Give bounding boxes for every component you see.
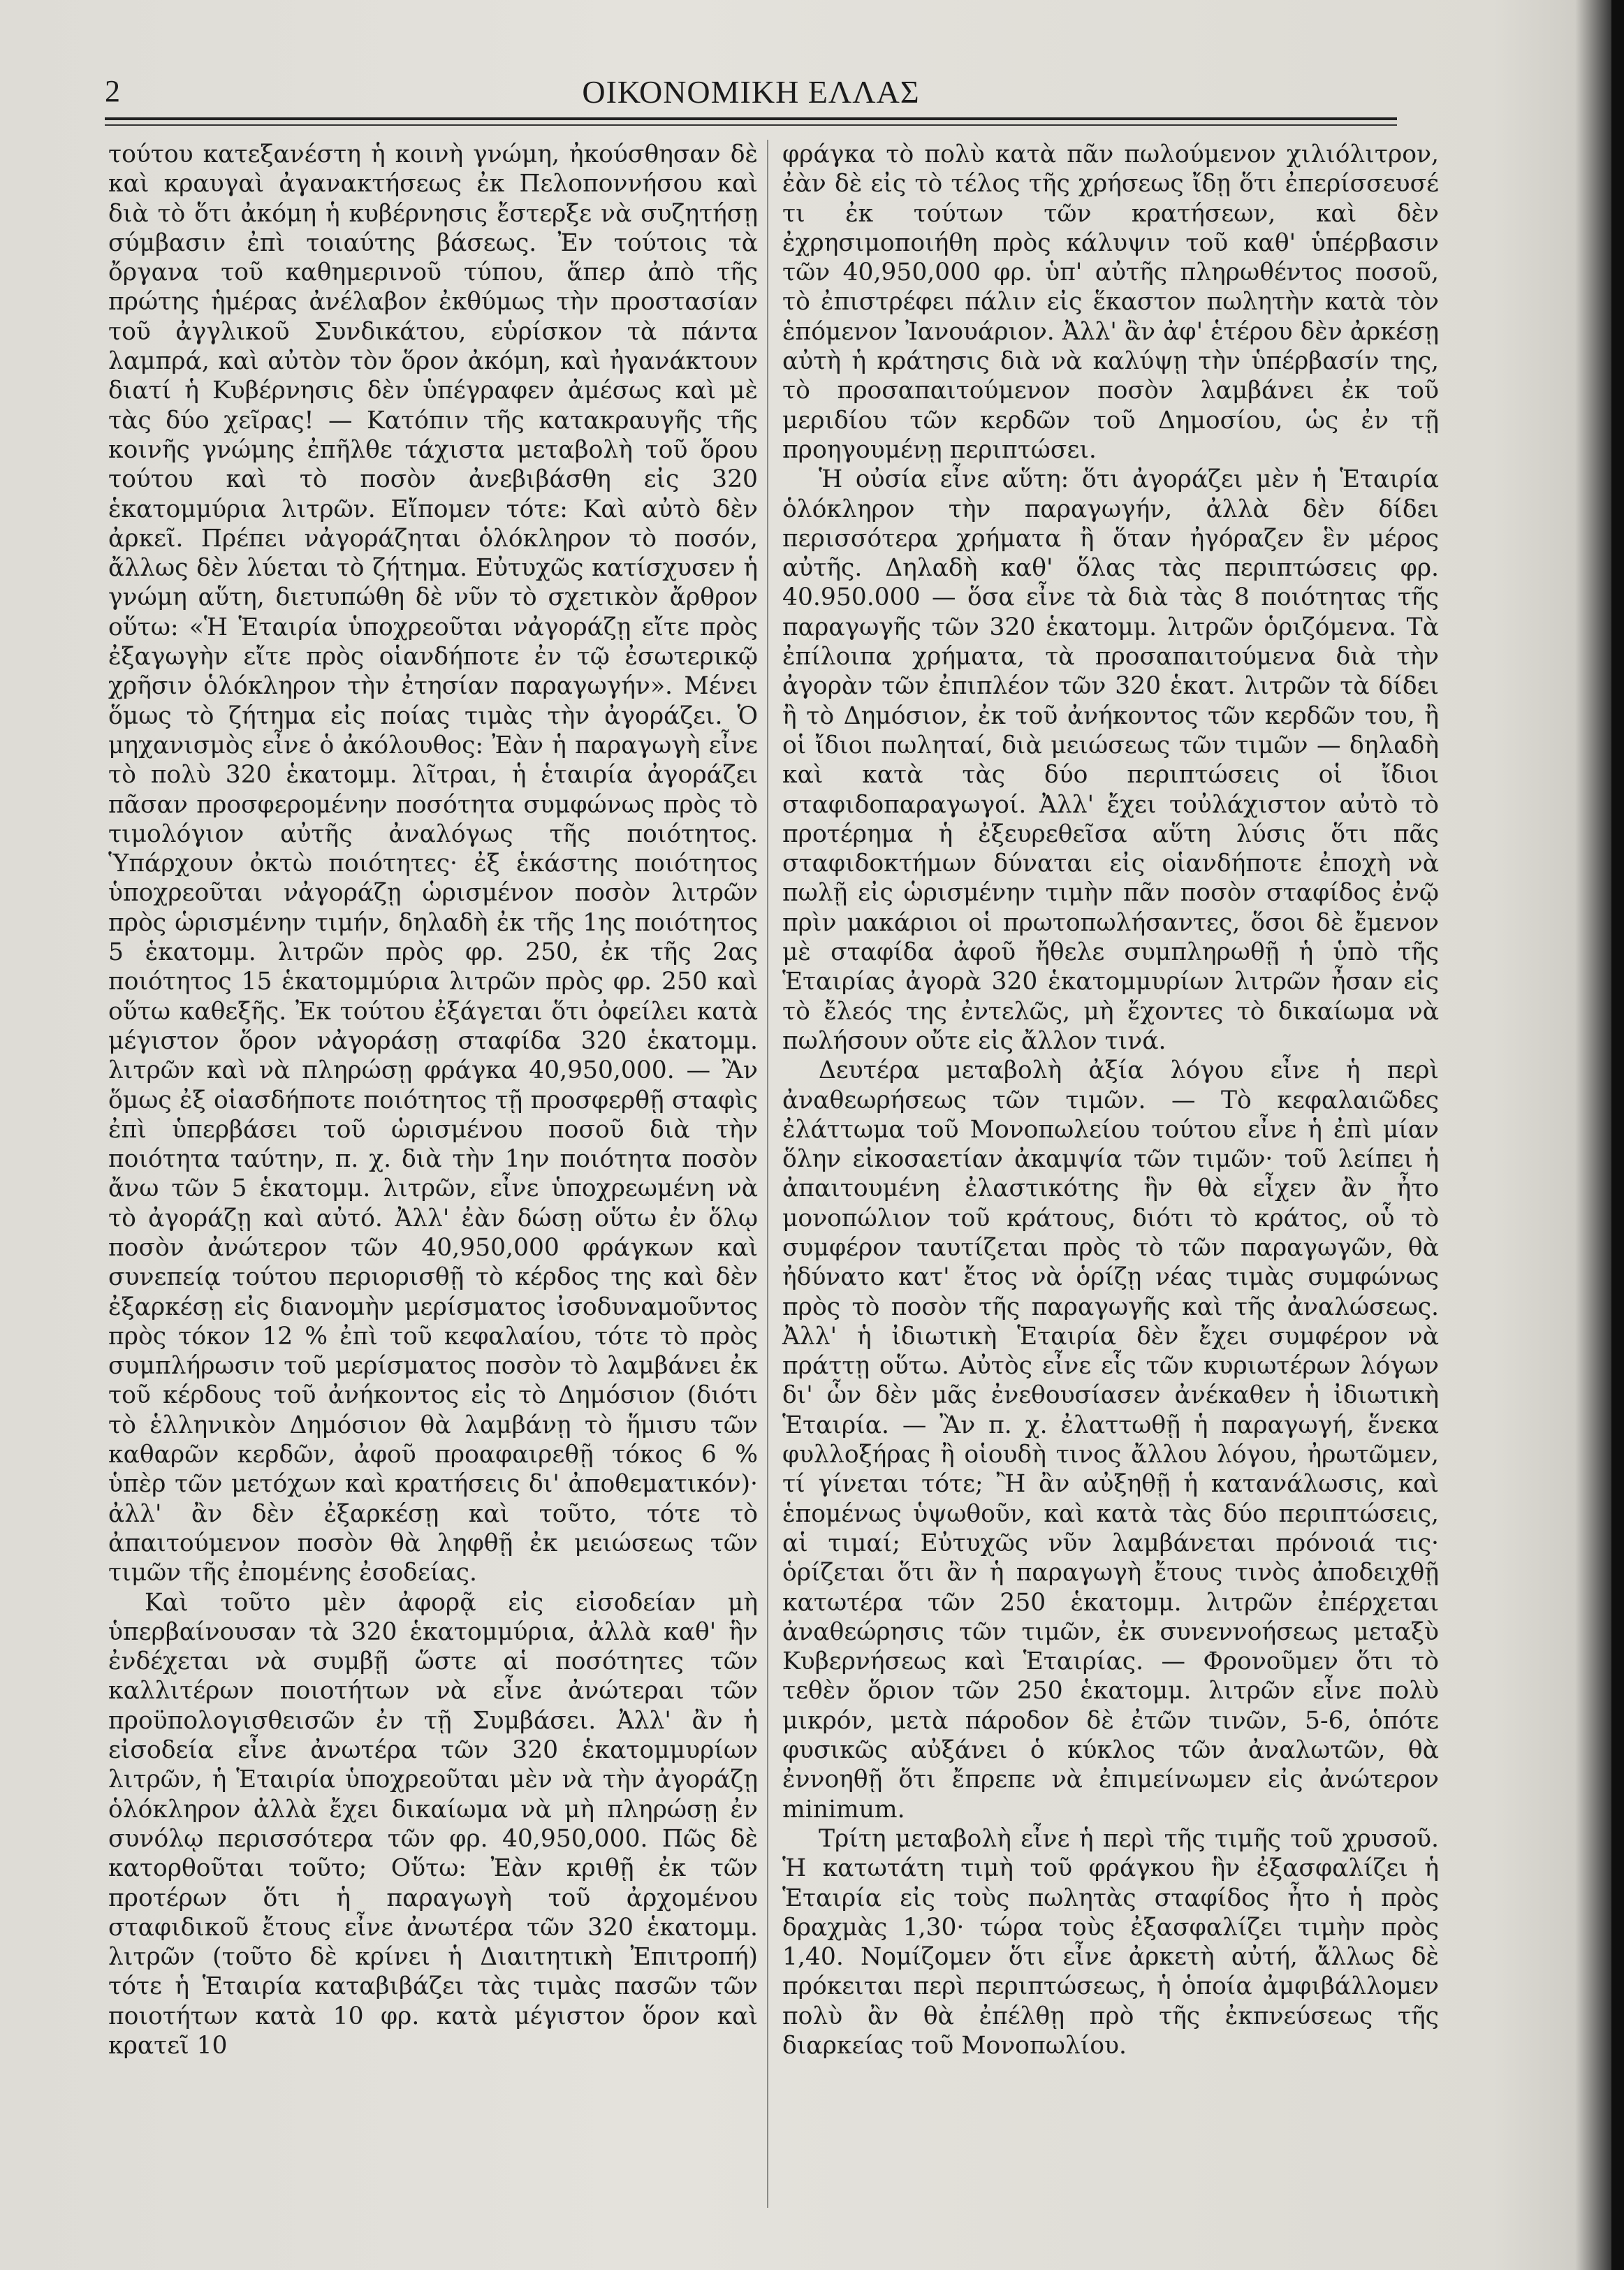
journal-title: ΟΙΚΟΝΟΜΙΚΗ ΕΛΛΑΣ	[582, 74, 920, 110]
header-rule-thin	[105, 124, 1397, 126]
column-divider	[767, 140, 768, 2208]
binding-shadow	[1611, 0, 1624, 2270]
right-paragraph-1: φράγκα τὸ πολὺ κατὰ πᾶν πωλούμενον χιλιόλιτρον, ἐὰν δὲ εἰς τὸ τέλος τῆς χρήσεως ἴδῃ ὅτι ἐπερίσσευσέ τι ἐκ τούτων τῶν κρατήσεων, καὶ δὲν ἐχρησιμοποιήθη πρὸς κάλυψιν τοῦ καθ' ὑπέρβασιν τῶν 40,950,000 φρ. ὑπ' αὐτῆς πληρωθέντος ποσοῦ, τὸ ἐπιστρέφει πάλιν εἰς ἕκαστον πωλητὴν κατὰ τὸν ἑπόμενον Ἰανουάριον. Ἀλλ' ἂν ἀφ' ἑτέρου δὲν ἀρκέσῃ αὐτὴ ἡ κράτησις διὰ νὰ καλύψῃ τὴν ὑπέρβασίν της, τὸ προσαπαιτούμενον ποσὸν λαμβάνει ἐκ τοῦ μεριδίου τῶν κερδῶν τοῦ Δημοσίου, ὡς ἐν τῇ προηγουμένῃ περιπτώσει.	[782, 140, 1439, 464]
left-column	[108, 140, 758, 2060]
right-column	[782, 140, 1439, 2060]
page-header	[105, 66, 1397, 115]
right-paragraph-4: Τρίτη μεταβολὴ εἶνε ἡ περὶ τῆς τιμῆς τοῦ χρυσοῦ. Ἡ κατωτάτη τιμὴ τοῦ φράγκου ἣν ἐξασφαλίζει ἡ Ἑταιρία εἰς τοὺς πωλητὰς σταφίδος ἦτο ἡ πρὸς δραχμὰς 1,30· τώρα τοὺς ἐξασφαλίζει τιμὴν πρὸς 1,40. Νομίζομεν ὅτι εἶνε ἀρκετὴ αὐτή, ἄλλως δὲ πρόκειται περὶ περιπτώσεως, ἡ ὁποία ἀμφιβάλλομεν πολὺ ἂν θὰ ἐπέλθῃ πρὸ τῆς ἐκπνεύσεως τῆς διαρκείας τοῦ Μονοπωλίου.	[782, 1824, 1439, 2060]
page-number: 2	[105, 74, 120, 108]
left-paragraph-1: τούτου κατεξανέστη ἡ κοινὴ γνώμη, ἠκούσθησαν δὲ καὶ κραυγαὶ ἀγανακτήσεως ἐκ Πελοποννήσου καὶ διὰ τὸ ὅτι ἀκόμη ἡ κυβέρνησις ἔστερξε νὰ συζητήσῃ σύμβασιν ἐπὶ τοιαύτης βάσεως. Ἐν τούτοις τὰ ὄργανα τοῦ καθημερινοῦ τύπου, ἅπερ ἀπὸ τῆς πρώτης ἡμέρας ἀνέλαβον ἐκθύμως τὴν προστασίαν τοῦ ἀγγλικοῦ Συνδικάτου, εὑρίσκον τὰ πάντα λαμπρά, καὶ αὐτὸν τὸν ὅρον ἀκόμη, καὶ ἠγανάκτουν διατί ἡ Κυβέρνησις δὲν ὑπέγραφεν ἀμέσως καὶ μὲ τὰς δύο χεῖρας! — Κατόπιν τῆς κατακραυγῆς τῆς κοινῆς γνώμης ἐπῆλθε τάχιστα μεταβολὴ τοῦ ὅρου τούτου καὶ τὸ ποσὸν ἀνεβιβάσθη εἰς 320 ἑκατομμύρια λιτρῶν. Εἴπομεν τότε: Καὶ αὐτὸ δὲν ἀρκεῖ. Πρέπει νἀγοράζηται ὁλόκληρον τὸ ποσόν, ἄλλως δὲν λύεται τὸ ζήτημα. Εὐτυχῶς κατίσχυσεν ἡ γνώμη αὕτη, διετυπώθη δὲ νῦν τὸ σχετικὸν ἄρθρον οὕτω: «Ἡ Ἑταιρία ὑποχρεοῦται νἀγοράζῃ εἴτε πρὸς ἐξαγωγὴν εἴτε πρὸς οἱανδήποτε ἐν τῷ ἐσωτερικῷ χρῆσιν ὁλόκληρον τὴν ἐτησίαν παραγωγήν». Μένει ὅμως τὸ ζήτημα εἰς ποίας τιμὰς τὴν ἀγοράζει. Ὁ μηχανισμὸς εἶνε ὁ ἀκόλουθος: Ἐὰν ἡ παραγωγὴ εἶνε τὸ πολὺ 320 ἑκατομμ. λῖτραι, ἡ ἑταιρία ἀγοράζει πᾶσαν προσφερομένην ποσότητα συμφώνως πρὸς τὸ τιμολόγιον αὐτῆς ἀναλόγως τῆς ποιότητος. Ὑπάρχουν ὀκτὼ ποιότητες· ἐξ ἑκάστης ποιότητος ὑποχρεοῦται νἀγοράζῃ ὡρισμένον ποσὸν λιτρῶν πρὸς ὡρισμένην τιμήν, δηλαδὴ ἐκ τῆς 1ης ποιότητος 5 ἑκατομμ. λιτρῶν πρὸς φρ. 250, ἐκ τῆς 2ας ποιότητος 15 ἑκατομμύρια λιτρῶν πρὸς φρ. 250 καὶ οὕτω καθεξῆς. Ἐκ τούτου ἐξάγεται ὅτι ὀφείλει κατὰ μέγιστον ὅρον νἀγοράσῃ σταφίδα 320 ἑκατομμ. λιτρῶν καὶ νὰ πληρώσῃ φράγκα 40,950,000. — Ἂν ὅμως ἐξ οἱασδήποτε ποιότητος τῇ προσφερθῇ σταφὶς ἐπὶ ὑπερβάσει τοῦ ὡρισμένου ποσοῦ διὰ τὴν ποιότητα ταύτην, π. χ. διὰ τὴν 1ην ποιότητα ποσὸν ἄνω τῶν 5 ἑκατομμ. λιτρῶν, εἶνε ὑποχρεωμένη νὰ τὸ ἀγοράζῃ καὶ αὐτό. Ἀλλ' ἐὰν δώσῃ οὕτω ἐν ὅλῳ ποσὸν ἀνώτερον τῶν 40,950,000 φράγκων καὶ συνεπείᾳ τούτου περιορισθῇ τὸ κέρδος της καὶ δὲν ἐξαρκέσῃ εἰς διανομὴν μερίσματος ἰσοδυναμοῦντος πρὸς τόκον 12 % ἐπὶ τοῦ κεφαλαίου, τότε τὸ πρὸς συμπλήρωσιν τοῦ μερίσματος ποσὸν τὸ λαμβάνει ἐκ τοῦ κέρδους τοῦ ἀνήκοντος εἰς τὸ Δημόσιον (διότι τὸ ἑλληνικὸν Δημόσιον θὰ λαμβάνῃ τὸ ἥμισυ τῶν καθαρῶν κερδῶν, ἀφοῦ προαφαιρεθῇ τόκος 6 % ὑπὲρ τῶν μετόχων καὶ κρατήσεις δι' ἀποθεματικόν)· ἀλλ' ἂν δὲν ἐξαρκέσῃ καὶ τοῦτο, τότε τὸ ἀπαιτούμενον ποσὸν θὰ ληφθῇ ἐκ μειώσεως τῶν τιμῶν τῆς ἐπομένης ἐσοδείας.	[108, 140, 758, 1587]
right-paragraph-2: Ἡ οὐσία εἶνε αὕτη: ὅτι ἀγοράζει μὲν ἡ Ἑταιρία ὁλόκληρον τὴν παραγωγήν, ἀλλὰ δὲν δίδει περισσότερα χρήματα ἢ ὅταν ἠγόραζεν ἓν μέρος αὐτῆς. Δηλαδὴ καθ' ὅλας τὰς περιπτώσεις φρ. 40.950.000 — ὅσα εἶνε τὰ διὰ τὰς 8 ποιότητας τῆς παραγωγῆς τῶν 320 ἑκατομμ. λιτρῶν ὁριζόμενα. Τὰ ἐπίλοιπα χρήματα, τὰ προσαπαιτούμενα διὰ τὴν ἀγορὰν τῶν ἐπιπλέον τῶν 320 ἑκατ. λιτρῶν τὰ δίδει ἢ τὸ Δημόσιον, ἐκ τοῦ ἀνήκοντος τῶν κερδῶν του, ἢ οἱ ἴδιοι πωληταί, διὰ μειώσεως τῶν τιμῶν — δηλαδὴ καὶ κατὰ τὰς δύο περιπτώσεις οἱ ἴδιοι σταφιδοπαραγωγοί. Ἀλλ' ἔχει τοὐλάχιστον αὐτὸ τὸ προτέρημα ἡ ἐξευρεθεῖσα αὕτη λύσις ὅτι πᾶς σταφιδοκτήμων δύναται εἰς οἱανδήποτε ἐποχὴ νὰ πωλῇ εἰς ὡρισμένην τιμὴν πᾶν ποσὸν σταφίδος ἐνῷ πρὶν μακάριοι οἱ πρωτοπωλήσαντες, ὅσοι δὲ ἔμενον μὲ σταφίδα ἀφοῦ ἤθελε συμπληρωθῇ ἡ ὑπὸ τῆς Ἑταιρίας ἀγορὰ 320 ἑκατομμυρίων λιτρῶν ἦσαν εἰς τὸ ἔλεός της ἐντελῶς, μὴ ἔχοντες τὸ δικαίωμα νὰ πωλήσουν οὔτε εἰς ἄλλον τινά.	[782, 465, 1439, 1055]
right-paragraph-3: Δευτέρα μεταβολὴ ἀξία λόγου εἶνε ἡ περὶ ἀναθεωρήσεως τῶν τιμῶν. — Τὸ κεφαλαιῶδες ἐλάττωμα τοῦ Μονοπωλείου τούτου εἶνε ἡ ἐπὶ μίαν ὅλην εἰκοσαετίαν ἀκαμψία τῶν τιμῶν· τοῦ λείπει ἡ ἀπαιτουμένη ἐλαστικότης ἣν θὰ εἶχεν ἂν ἦτο μονοπώλιον τοῦ κράτους, διότι τὸ κράτος, οὗ τὸ συμφέρον ταυτίζεται πρὸς τὸ τῶν παραγωγῶν, θὰ ἠδύνατο κατ' ἔτος νὰ ὁρίζῃ νέας τιμὰς συμφώνως πρὸς τὸ ποσὸν τῆς παραγωγῆς καὶ τῆς ἀναλώσεως. Ἀλλ' ἡ ἰδιωτικὴ Ἑταιρία δὲν ἔχει συμφέρον νὰ πράττῃ οὕτω. Αὐτὸς εἶνε εἷς τῶν κυριωτέρων λόγων δι' ὧν δὲν μᾶς ἐνεθουσίασεν ἀνέκαθεν ἡ ἰδιωτικὴ Ἑταιρία. — Ἂν π. χ. ἐλαττωθῇ ἡ παραγωγή, ἕνεκα φυλλοξήρας ἢ οἱουδὴ τινος ἄλλου λόγου, ἠρωτῶμεν, τί γίνεται τότε; Ἢ ἂν αὐξηθῇ ἡ κατανάλωσις, καὶ ἑπομένως ὑψωθοῦν, καὶ κατὰ τὰς δύο περιπτώσεις, αἱ τιμαί; Εὐτυχῶς νῦν λαμβάνεται πρόνοιά τις· ὁρίζεται ὅτι ἂν ἡ παραγωγὴ ἔτους τινὸς ἀποδειχθῇ κατωτέρα τῶν 250 ἑκατομμ. λιτρῶν ἐπέρχεται ἀναθεώρησις τῶν τιμῶν, ἐκ συνεννοήσεως μεταξὺ Κυβερνήσεως καὶ Ἑταιρίας. — Φρονοῦμεν ὅτι τὸ τεθὲν ὅριον τῶν 250 ἑκατομμ. λιτρῶν εἶνε πολὺ μικρόν, μετὰ πάροδον δὲ ἐτῶν τινῶν, 5-6, ὁπότε φυσικῶς αὐξάνει ὁ κύκλος τῶν ἀναλωτῶν, θὰ ἐννοηθῇ ὅτι ἔπρεπε νὰ ἐπιμείνωμεν εἰς ἀνώτερον minimum.	[782, 1056, 1439, 1824]
left-paragraph-2: Καὶ τοῦτο μὲν ἀφορᾷ εἰς εἰσοδείαν μὴ ὑπερβαίνουσαν τὰ 320 ἑκατομμύρια, ἀλλὰ καθ' ἣν ἐνδέχεται νὰ συμβῇ ὥστε αἱ ποσότητες τῶν καλλιτέρων ποιοτήτων νὰ εἶνε ἀνώτεραι τῶν προϋπολογισθεισῶν ἐν τῇ Συμβάσει. Ἀλλ' ἂν ἡ εἰσοδεία εἶνε ἀνωτέρα τῶν 320 ἑκατομμυρίων λιτρῶν, ἡ Ἑταιρία ὑποχρεοῦται μὲν νὰ τὴν ἀγοράζῃ ὁλόκληρον ἀλλὰ ἔχει δικαίωμα νὰ μὴ πληρώσῃ ἐν συνόλῳ περισσότερα τῶν φρ. 40,950,000. Πῶς δὲ κατορθοῦται τοῦτο; Οὕτω: Ἐὰν κριθῇ ἐκ τῶν προτέρων ὅτι ἡ παραγωγὴ τοῦ ἀρχομένου σταφιδικοῦ ἔτους εἶνε ἀνωτέρα τῶν 320 ἑκατομμ. λιτρῶν (τοῦτο δὲ κρίνει ἡ Διαιτητικὴ Ἐπιτροπή) τότε ἡ Ἑταιρία καταβιβάζει τὰς τιμὰς πασῶν τῶν ποιοτήτων κατὰ 10 φρ. κατὰ μέγιστον ὅρον καὶ κρατεῖ 10	[108, 1588, 758, 2060]
header-rule-thick	[105, 117, 1397, 120]
